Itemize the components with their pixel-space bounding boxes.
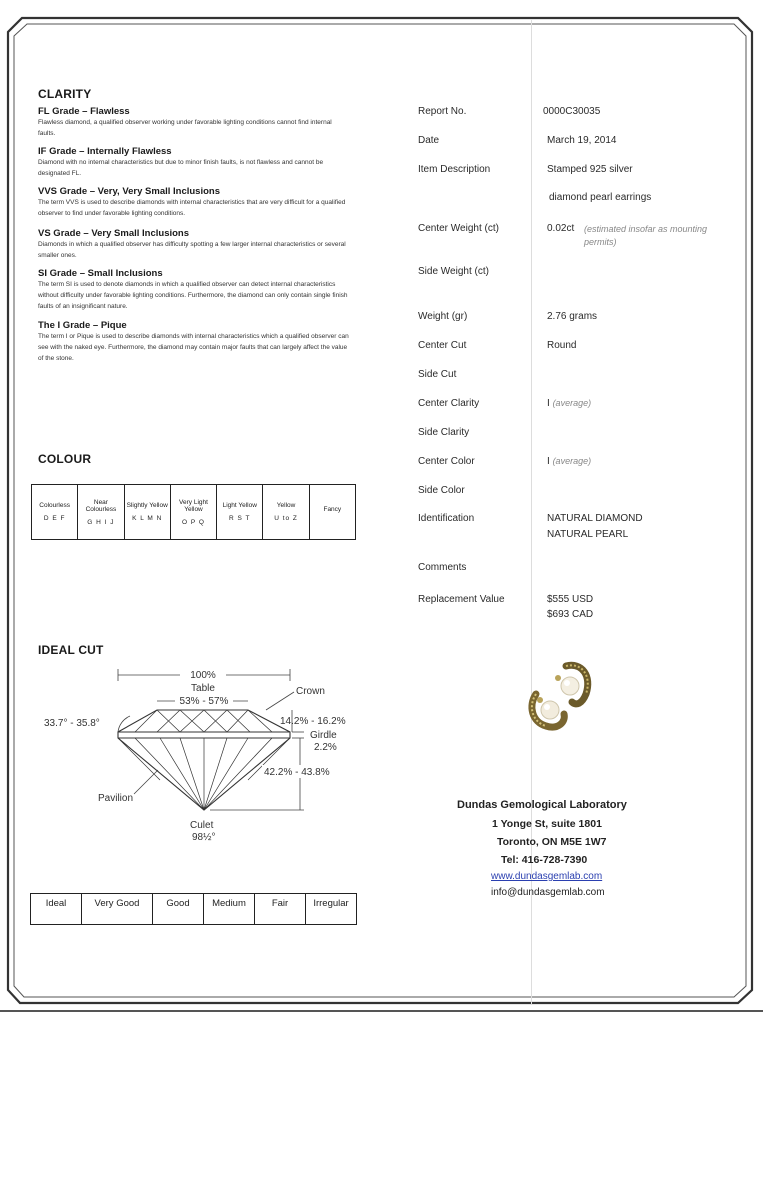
pavilion-depth-label: 42.2% - 43.8% [264, 767, 330, 778]
crown-height-label: 14.2% - 16.2% [280, 716, 346, 727]
colour-grades: U to Z [274, 515, 298, 522]
page-bottom-rule [0, 1010, 763, 1012]
crown-angle-label: 33.7° - 35.8° [44, 718, 100, 729]
colour-name: Very Light Yellow [179, 498, 208, 513]
field-label: Side Clarity [418, 427, 470, 438]
lab-email: info@dundasgemlab.com [491, 887, 605, 898]
field-label: Center Cut [418, 340, 467, 351]
item-description-value-2: diamond pearl earrings [549, 192, 652, 203]
identification-value: NATURAL DIAMOND [547, 513, 643, 524]
item-description-value: Stamped 925 silver [547, 164, 633, 175]
colour-grades: O P Q [182, 518, 205, 526]
center-clarity-note: (average) [552, 398, 592, 408]
girdle-value-label: 2.2% [314, 742, 337, 753]
clarity-title: CLARITY [38, 87, 92, 101]
colour-cell [32, 485, 78, 539]
replacement-value-usd: $555 USD [547, 594, 594, 605]
colour-cell [217, 485, 263, 539]
colour-cell [310, 485, 355, 539]
crown-label: Crown [296, 686, 325, 697]
grade-description: The term SI is used to denote diamonds in which a qualified observer can detect internal characteristics without difficulty under favorable lighting conditions. Furthermore, the diamond can only contain single finish faults of an insignificant nature. [38, 281, 348, 310]
clarity-grade-vvs [38, 186, 350, 219]
weight-value: 2.76 grams [547, 311, 598, 322]
center-clarity-grade: I [547, 398, 550, 409]
clarity-grade-i [38, 320, 350, 364]
grade-description: Flawless diamond, a qualified observer working under favorable lighting conditions cannot find internal faults. [38, 119, 332, 137]
cut-grade-cell: Ideal [31, 894, 82, 924]
colour-scale-table [31, 484, 356, 540]
colour-cell [263, 485, 309, 539]
field-label: Center Weight (ct) [418, 223, 499, 234]
diamond-outline [118, 710, 290, 810]
grade-description: Diamond with no internal characteristics but due to minor finish faults, is not flawless and cannot be designated FL. [38, 159, 324, 177]
field-label: Center Color [418, 456, 475, 467]
center-weight-amount: 0.02ct [547, 223, 575, 234]
field-label: Side Color [418, 485, 465, 496]
lab-website-link[interactable]: www.dundasgemlab.com [491, 871, 603, 882]
colour-cell [125, 485, 171, 539]
colour-name: Yellow [276, 502, 296, 509]
grade-heading: The I Grade – Pique [38, 320, 127, 331]
lab-address-line-2: Toronto, ON M5E 1W7 [497, 836, 607, 848]
cut-grade-cell: Medium [204, 894, 255, 924]
center-weight-value [547, 223, 574, 234]
grade-heading: IF Grade – Internally Flawless [38, 146, 172, 157]
center-cut-value: Round [547, 340, 577, 351]
colour-cell [171, 485, 217, 539]
cut-grade-table [30, 893, 357, 925]
clarity-grade-si [38, 268, 350, 312]
colour-title: COLOUR [38, 452, 92, 466]
lab-address-line-1: 1 Yonge St, suite 1801 [492, 818, 602, 830]
colour-name: Near Colourless [85, 498, 117, 513]
clarity-grade-vs [38, 228, 350, 261]
field-label: Comments [418, 562, 467, 573]
colour-name: Slightly Yellow [126, 502, 168, 509]
field-label: Side Cut [418, 369, 457, 380]
field-label: Item Description [418, 164, 491, 175]
colour-grades: R S T [229, 515, 251, 522]
grade-description: Diamonds in which a qualified observer has difficulty spotting a few larger internal characteristics or several smaller ones. [38, 241, 346, 259]
lab-phone: Tel: 416-728-7390 [501, 854, 588, 866]
table-range-label: 53% - 57% [179, 696, 229, 707]
colour-grades: G H I J [87, 518, 115, 526]
center-color-note: (average) [552, 456, 592, 466]
grade-description: The term VVS is used to describe diamonds with internal characteristics that are very difficult for a qualified observer to find under favorable lighting conditions. [38, 199, 346, 217]
lab-name: Dundas Gemological Laboratory [457, 799, 627, 811]
grade-heading: VS Grade – Very Small Inclusions [38, 228, 190, 239]
clarity-grade-fl [38, 106, 350, 139]
culet-value-label: 98½° [192, 832, 216, 843]
culet-label: Culet [190, 820, 214, 831]
cut-grade-cell: Very Good [82, 894, 153, 924]
replacement-value-cad: $693 CAD [547, 609, 594, 620]
girdle-label: Girdle [310, 730, 337, 741]
field-label: Replacement Value [418, 594, 505, 605]
grade-heading: SI Grade – Small Inclusions [38, 268, 163, 279]
colour-name: Fancy [323, 505, 342, 513]
center-clarity-value [547, 398, 591, 409]
field-label: Identification [418, 513, 475, 524]
ideal-cut-title: IDEAL CUT [38, 643, 104, 657]
colour-grades: D E F [43, 515, 66, 522]
field-label: Side Weight (ct) [418, 266, 489, 277]
clarity-grade-if [38, 146, 350, 179]
colour-cell [78, 485, 124, 539]
center-color-value [547, 456, 591, 467]
field-label: Date [418, 135, 440, 146]
pavilion-label: Pavilion [98, 793, 134, 804]
field-label: Report No. [418, 106, 467, 117]
cut-grade-cell: Fair [255, 894, 306, 924]
table-label: Table [191, 683, 215, 694]
identification-value-2: NATURAL PEARL [547, 529, 629, 540]
field-label: Weight (gr) [418, 311, 468, 322]
grade-description: The term I or Pique is used to describe diamonds with internal characteristics which a qualified observer can see with the naked eye. Furthermore, the diamond may contain major faults that can largely affect the value of the stone. [38, 333, 349, 362]
center-weight-note: (estimated insofar as mounting permits) [584, 224, 708, 247]
colour-grades: K L M N [132, 515, 163, 522]
colour-name: Colourless [39, 502, 70, 509]
earrings-photo [518, 656, 610, 736]
cut-grade-cell: Irregular [313, 898, 349, 909]
width-label: 100% [190, 670, 216, 681]
diamond-cut-diagram [30, 660, 360, 850]
date-value: March 19, 2014 [547, 135, 617, 146]
report-number-value: 0000C30035 [543, 106, 601, 117]
field-label: Center Clarity [418, 398, 480, 409]
cut-grade-cell: Good [153, 894, 204, 924]
grade-heading: FL Grade – Flawless [38, 106, 130, 117]
grade-heading: VVS Grade – Very, Very Small Inclusions [38, 186, 220, 197]
center-color-grade: I [547, 456, 550, 467]
colour-name: Light Yellow [222, 502, 257, 509]
